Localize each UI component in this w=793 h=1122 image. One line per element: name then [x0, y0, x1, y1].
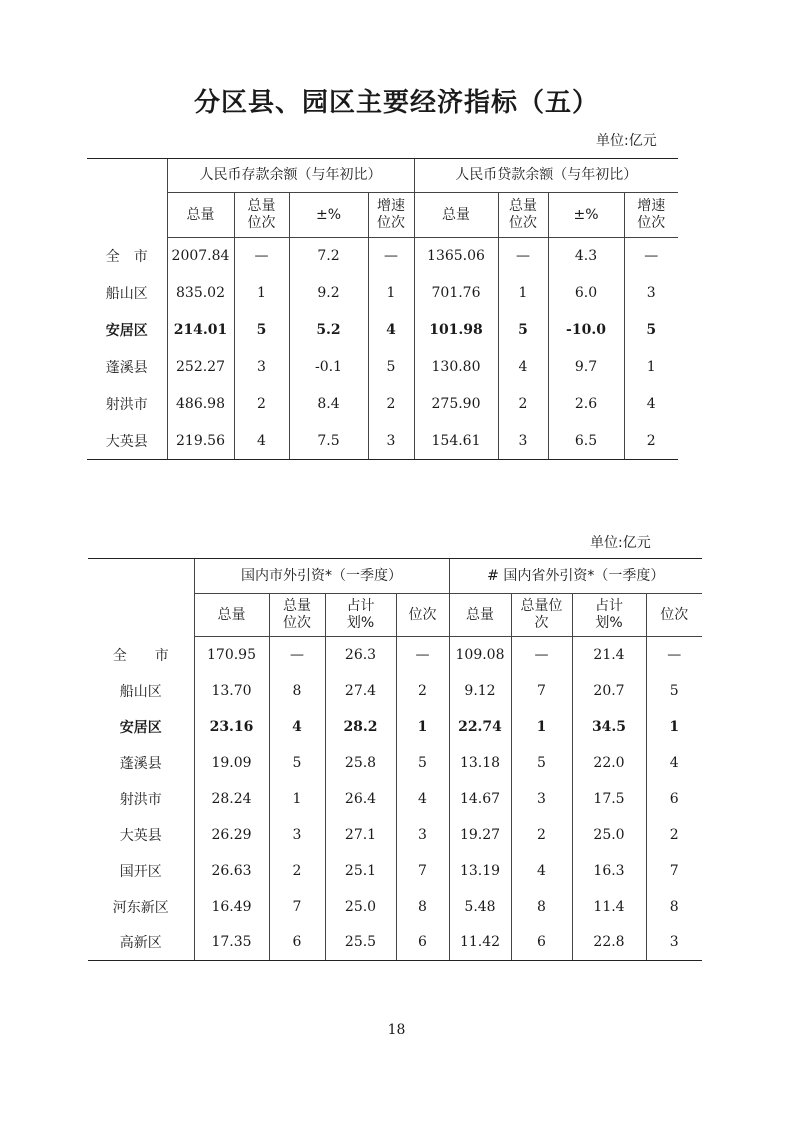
- table-cell: -0.1: [289, 349, 368, 386]
- table-row: [88, 817, 702, 853]
- table1-unit: 单位:亿元: [596, 133, 657, 149]
- table-cell: 19.27: [449, 817, 511, 853]
- table-cell: 1: [368, 275, 414, 312]
- loan-group-header: 人民币贷款余额（与年初比）: [414, 159, 678, 193]
- deposit-loan-table: [87, 158, 678, 460]
- table-cell: 170.95: [194, 637, 269, 673]
- table-cell: 1: [498, 275, 548, 312]
- table-cell: 2: [646, 817, 702, 853]
- table-cell: —: [646, 637, 702, 673]
- table-cell: 3: [234, 349, 289, 386]
- column-header-line: 位次: [283, 615, 311, 631]
- table-cell: 6: [269, 925, 325, 961]
- column-header: [646, 594, 702, 637]
- table-cell: 13.70: [194, 673, 269, 709]
- row-label: 全 市: [105, 249, 148, 265]
- table-cell: —: [234, 238, 289, 275]
- table-cell: 3: [511, 781, 572, 817]
- table-cell: 26.63: [194, 853, 269, 889]
- column-header: [624, 193, 678, 238]
- table-cell: 17.5: [572, 781, 646, 817]
- table-cell: 5: [234, 312, 289, 349]
- table-cell: 5: [624, 312, 678, 349]
- table-cell: 25.1: [325, 853, 396, 889]
- domestic-investment-group-header: 国内市外引资*（一季度）: [194, 559, 449, 594]
- column-header-line: 位次: [660, 606, 689, 623]
- column-header-line: 划%: [346, 615, 375, 631]
- table-cell: 4: [498, 349, 548, 386]
- column-header: [572, 594, 646, 637]
- table-cell: —: [396, 637, 449, 673]
- table-cell: 1: [624, 349, 678, 386]
- investment-table: [88, 558, 702, 961]
- table-cell: 701.76: [414, 275, 498, 312]
- table-cell: 21.4: [572, 637, 646, 673]
- table-cell: 6.0: [548, 275, 624, 312]
- column-header-line: 次: [534, 615, 549, 631]
- column-header: [449, 594, 511, 637]
- column-header-line: 占计: [595, 598, 623, 614]
- column-header: [414, 193, 498, 238]
- table-cell: 7: [396, 853, 449, 889]
- row-label: 蓬溪县: [119, 755, 162, 772]
- table-cell: 8: [269, 673, 325, 709]
- column-header: [167, 193, 234, 238]
- table-cell: 26.4: [325, 781, 396, 817]
- table-cell: 5: [646, 673, 702, 709]
- table-row: [88, 709, 702, 745]
- table-cell: 3: [624, 275, 678, 312]
- table-cell: 26.3: [325, 637, 396, 673]
- table-cell: 214.01: [167, 312, 234, 349]
- table-cell: 16.49: [194, 889, 269, 925]
- table-cell: 109.08: [449, 637, 511, 673]
- deposit-group-header: 人民币存款余额（与年初比）: [167, 159, 414, 193]
- row-label: 大英县: [119, 827, 162, 844]
- column-header-line: 位次: [509, 215, 537, 231]
- table-row: [87, 386, 678, 423]
- table-cell: 34.5: [572, 709, 646, 745]
- column-header: [269, 594, 325, 637]
- row-label: 蓬溪县: [105, 360, 148, 376]
- table-cell: 25.0: [325, 889, 396, 925]
- table-cell: 3: [368, 423, 414, 460]
- table-cell: 8: [646, 889, 702, 925]
- column-header-line: 占计: [346, 598, 375, 614]
- table-cell: 7: [269, 889, 325, 925]
- column-header-line: 位次: [247, 215, 276, 231]
- table-cell: 1: [646, 709, 702, 745]
- table-cell: 2007.84: [167, 238, 234, 275]
- row-label: 射洪市: [119, 791, 162, 808]
- table-cell: 25.5: [325, 925, 396, 961]
- table-cell: 6: [646, 781, 702, 817]
- table-cell: 2: [234, 386, 289, 423]
- table-cell: 275.90: [414, 386, 498, 423]
- table-cell: 130.80: [414, 349, 498, 386]
- table-cell: 25.8: [325, 745, 396, 781]
- table-cell: 9.7: [548, 349, 624, 386]
- corner-cell: [88, 559, 194, 637]
- table-row: [88, 925, 702, 961]
- table-cell: 252.27: [167, 349, 234, 386]
- table-cell: 5.2: [289, 312, 368, 349]
- column-header-line: 位次: [637, 215, 666, 231]
- column-header: [368, 193, 414, 238]
- table-cell: 28.2: [325, 709, 396, 745]
- table-cell: 11.42: [449, 925, 511, 961]
- table-cell: 6: [511, 925, 572, 961]
- table-cell: 219.56: [167, 423, 234, 460]
- table-cell: 14.67: [449, 781, 511, 817]
- row-label: 船山区: [105, 286, 148, 302]
- row-label: 安居区: [105, 323, 148, 339]
- table-cell: 23.16: [194, 709, 269, 745]
- column-header-line: 增速: [377, 198, 405, 214]
- column-header: [396, 594, 449, 637]
- row-label: 大英县: [87, 423, 167, 460]
- table-cell: 8: [511, 889, 572, 925]
- row-label: 船山区: [119, 683, 162, 700]
- page-title: 分区县、园区主要经济指标（五）: [193, 88, 599, 118]
- column-header: [194, 594, 269, 637]
- table-cell: 1: [511, 709, 572, 745]
- table-row: [88, 673, 702, 709]
- table-cell: 154.61: [414, 423, 498, 460]
- table-cell: 4: [396, 781, 449, 817]
- row-label: 高新区: [88, 925, 194, 961]
- table-cell: 3: [269, 817, 325, 853]
- table-cell: 9.2: [289, 275, 368, 312]
- table-cell: 17.35: [194, 925, 269, 961]
- table-cell: 5: [511, 745, 572, 781]
- table-cell: 8: [396, 889, 449, 925]
- table-cell: 4: [269, 709, 325, 745]
- table-cell: 27.1: [325, 817, 396, 853]
- table-cell: 19.09: [194, 745, 269, 781]
- column-header-line: 总量: [247, 198, 276, 214]
- table-cell: 22.8: [572, 925, 646, 961]
- column-header: [548, 193, 624, 238]
- table-cell: 22.0: [572, 745, 646, 781]
- table-cell: 5: [396, 745, 449, 781]
- table-cell: 4: [646, 745, 702, 781]
- table-cell: —: [624, 238, 678, 275]
- table-cell: 5: [498, 312, 548, 349]
- table-cell: 6: [396, 925, 449, 961]
- out-of-province-investment-group-header: # 国内省外引资*（一季度）: [449, 559, 702, 594]
- table-cell: 835.02: [167, 275, 234, 312]
- table-cell: 1365.06: [414, 238, 498, 275]
- column-header-line: 总量: [186, 206, 215, 223]
- table-cell: 4: [511, 853, 572, 889]
- column-header-line: 总量: [466, 606, 494, 623]
- table-cell: 101.98: [414, 312, 498, 349]
- column-header-line: 总量: [217, 606, 246, 623]
- table-cell: 7: [646, 853, 702, 889]
- column-header-line: 增速: [637, 198, 666, 214]
- table-cell: —: [511, 637, 572, 673]
- table-cell: 1: [234, 275, 289, 312]
- table-cell: 3: [646, 925, 702, 961]
- table-cell: 2: [498, 386, 548, 423]
- table-cell: 27.4: [325, 673, 396, 709]
- table-cell: 3: [498, 423, 548, 460]
- table-cell: 4: [234, 423, 289, 460]
- table-cell: —: [269, 637, 325, 673]
- table-row: [88, 889, 702, 925]
- table-cell: 8.4: [289, 386, 368, 423]
- table-cell: 1: [396, 709, 449, 745]
- table-cell: 2.6: [548, 386, 624, 423]
- table-cell: 7: [511, 673, 572, 709]
- row-label: 国开区: [119, 863, 162, 880]
- table2-unit: 单位:亿元: [590, 535, 651, 551]
- table-cell: 5: [269, 745, 325, 781]
- table-cell: 5: [368, 349, 414, 386]
- table-cell: 16.3: [572, 853, 646, 889]
- table-cell: 1: [269, 781, 325, 817]
- table-cell: 11.4: [572, 889, 646, 925]
- table-row: [87, 275, 678, 312]
- table-cell: -10.0: [548, 312, 624, 349]
- row-label: 安居区: [119, 719, 162, 736]
- table-cell: 2: [624, 423, 678, 460]
- column-header: [511, 594, 572, 637]
- table-cell: 25.0: [572, 817, 646, 853]
- table-row: [88, 637, 702, 673]
- table-row: [87, 349, 678, 386]
- column-header-line: 划%: [595, 615, 623, 631]
- row-label: 河东新区: [112, 899, 169, 916]
- row-label: 射洪市: [105, 397, 148, 413]
- table-cell: 2: [368, 386, 414, 423]
- table1-subheader-row: [87, 193, 678, 238]
- table-row: [87, 238, 678, 275]
- table-cell: 20.7: [572, 673, 646, 709]
- table-cell: 28.24: [194, 781, 269, 817]
- table-cell: 2: [269, 853, 325, 889]
- column-header: [498, 193, 548, 238]
- table-cell: 7.5: [289, 423, 368, 460]
- table-cell: 3: [396, 817, 449, 853]
- table-row: [88, 781, 702, 817]
- column-header-line: ±%: [315, 206, 342, 223]
- column-header-line: 位次: [377, 215, 405, 231]
- page-number: 18: [387, 1022, 406, 1038]
- table-cell: 26.29: [194, 817, 269, 853]
- table-row: [87, 423, 678, 460]
- table-cell: 2: [396, 673, 449, 709]
- column-header-line: 总量: [509, 198, 537, 214]
- column-header-line: ±%: [573, 206, 599, 223]
- column-header-line: 总量: [442, 206, 470, 223]
- table-cell: 4: [368, 312, 414, 349]
- table-cell: —: [498, 238, 548, 275]
- column-header-line: 位次: [408, 606, 437, 623]
- table-cell: 5.48: [449, 889, 511, 925]
- table-cell: 4.3: [548, 238, 624, 275]
- column-header: [325, 594, 396, 637]
- column-header-line: 总量位: [520, 598, 563, 614]
- table-row: [88, 745, 702, 781]
- row-label: 全 市: [112, 647, 169, 664]
- table-cell: 486.98: [167, 386, 234, 423]
- table-cell: 13.19: [449, 853, 511, 889]
- column-header: [289, 193, 368, 238]
- table-row: [88, 853, 702, 889]
- table-cell: 22.74: [449, 709, 511, 745]
- table-cell: 9.12: [449, 673, 511, 709]
- table-cell: 2: [511, 817, 572, 853]
- column-header-line: 总量: [283, 598, 311, 614]
- table-cell: 6.5: [548, 423, 624, 460]
- table-row: [87, 312, 678, 349]
- corner-cell: [87, 159, 167, 238]
- table-cell: 7.2: [289, 238, 368, 275]
- table-cell: 4: [624, 386, 678, 423]
- table-cell: —: [368, 238, 414, 275]
- column-header: [234, 193, 289, 238]
- table-cell: 13.18: [449, 745, 511, 781]
